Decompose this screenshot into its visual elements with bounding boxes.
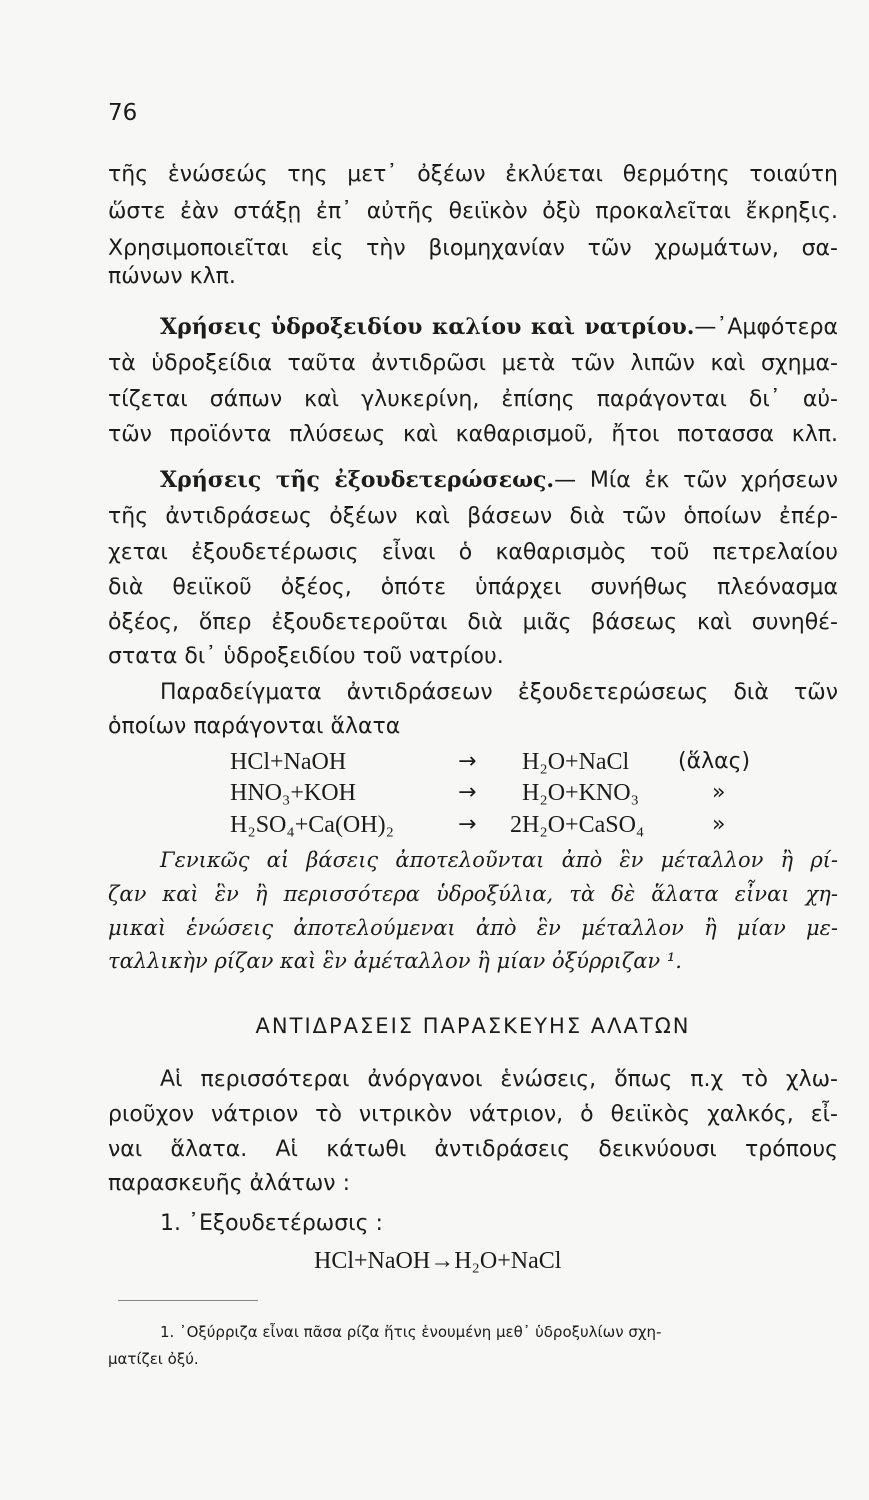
reaction-arrow-icon: → [458, 780, 477, 805]
page-number: 76 [108, 100, 138, 126]
paragraph-line: ριοῦχον νάτριον τὸ νιτρικὸν νάτριον, ὁ θειϊκὸς χαλκός, εἶ- [108, 1102, 838, 1127]
list-item: 1. ᾿Εξουδετέρωσις : [160, 1211, 383, 1236]
reaction-arrow-icon: → [458, 749, 477, 774]
paragraph-line: παρασκευῆς ἀλάτων : [108, 1171, 350, 1196]
paragraph-first-line [160, 465, 838, 496]
equation-right: H₂O+NaCl [522, 749, 630, 775]
italic-paragraph-line: ζαν καὶ ἓν ἢ περισσότερα ὑδροξύλια, τὰ δὲ ἅλατα εἶναι χη- [108, 882, 838, 906]
paragraph-line: ναι ἅλατα. Αἱ κάτωθι ἀντιδράσεις δεικνύουσι τρόπους [108, 1137, 838, 1162]
equation-right: H₂O+KNO₃ [522, 780, 639, 806]
footnote-line: ματίζει ὀξύ. [108, 1350, 199, 1368]
paragraph-line: Χρησιμοποιεῖται εἰς τὴν βιομηχανίαν τῶν χρωμάτων, σα- [108, 236, 838, 261]
paragraph-line: ὀξέος, ὅπερ ἐξουδετεροῦται διὰ μιᾶς βάσεως καὶ συνηθέ- [108, 610, 838, 635]
paragraph-line: διὰ θειϊκοῦ ὀξέος, ὁπότε ὑπάρχει συνήθως πλεόνασμα [108, 575, 838, 600]
paragraph-line: τίζεται σάπων καὶ γλυκερίνη, ἐπίσης παράγονται δι᾿ αὐ- [108, 387, 838, 412]
inline-heading: Χρήσεις τῆς ἐξουδετερώσεως. [160, 467, 555, 493]
paragraph-line: τῆς ἀντιδράσεως ὀξέων καὶ βάσεων διὰ τῶν ὁποίων ἐπέρ- [108, 504, 838, 529]
paragraph-line: στατα δι᾿ ὑδροξειδίου τοῦ νατρίου. [108, 644, 504, 669]
equation-note: » [712, 780, 726, 805]
paragraph-text: — Μία ἐκ τῶν χρήσεων [554, 468, 838, 493]
equation-left: H₂SO₄+Ca(OH)₂ [230, 812, 394, 838]
italic-paragraph-line: ταλλικὴν ρίζαν καὶ ἓν ἀμέταλλον ἢ μίαν ὀξύρριζαν ¹. [108, 949, 682, 973]
section-heading: ΑΝΤΙΔΡΑΣΕΙΣ ΠΑΡΑΣΚΕΥΗΣ ΑΛΑΤΩΝ [255, 1014, 691, 1038]
equation-left: HNO₃+KOH [230, 780, 356, 806]
paragraph-line: τῶν προϊόντα πλύσεως καὶ καθαρισμοῦ, ἤτοι ποτασσα κλπ. [108, 422, 838, 447]
equation-left: HCl+NaOH [230, 749, 347, 775]
italic-paragraph-line: μικαὶ ἑνώσεις ἀποτελούμεναι ἀπὸ ἓν μέταλλον ἢ μίαν με- [108, 916, 838, 940]
equation-note: » [712, 812, 726, 837]
paragraph-first-line [160, 312, 838, 343]
paragraph-text: —᾿Αμφότερα [694, 315, 838, 340]
paragraph-line: Αἱ περισσότεραι ἀνόργανοι ἑνώσεις, ὅπως π.χ τὸ χλω- [160, 1067, 838, 1092]
footnote-divider [118, 1300, 258, 1301]
paragraph-line: τῆς ἑνώσεώς της μετ᾿ ὀξέων ἐκλύεται θερμότης τοιαύτη [108, 162, 838, 187]
paragraph-line: ὁποίων παράγονται ἅλατα [108, 714, 401, 739]
italic-paragraph-line: Γενικῶς αἱ βάσεις ἀποτελοῦνται ἀπὸ ἓν μέταλλον ἢ ρί- [160, 848, 838, 872]
paragraph-line: πώνων κλπ. [108, 264, 236, 289]
inline-heading: Χρήσεις ὑδροξειδίου καλίου καὶ νατρίου. [160, 314, 695, 340]
paragraph-line: τὰ ὑδροξείδια ταῦτα ἀντιδρῶσι μετὰ τῶν λιπῶν καὶ σχημα- [108, 351, 838, 376]
equation-right: 2H₂O+CaSO₄ [510, 812, 645, 838]
final-equation: HCl+NaOH→H₂O+NaCl [314, 1248, 562, 1274]
paragraph-line: ὥστε ἐὰν στάξῃ ἐπ᾿ αὐτῆς θειϊκὸν ὀξὺ προκαλεῖται ἔκρηξις. [108, 199, 838, 224]
reaction-arrow-icon: → [458, 812, 477, 837]
equation-note: (ἅλας) [678, 749, 751, 774]
footnote-line: 1. ᾿Οξύρριζα εἶναι πᾶσα ρίζα ἥτις ἑνουμένη μεθ᾿ ὑδροξυλίων σχη- [160, 1323, 662, 1341]
paragraph-line: Παραδείγματα ἀντιδράσεων ἐξουδετερώσεως διὰ τῶν [160, 680, 838, 705]
paragraph-line: χεται ἐξουδετέρωσις εἶναι ὁ καθαρισμὸς τοῦ πετρελαίου [108, 540, 838, 565]
